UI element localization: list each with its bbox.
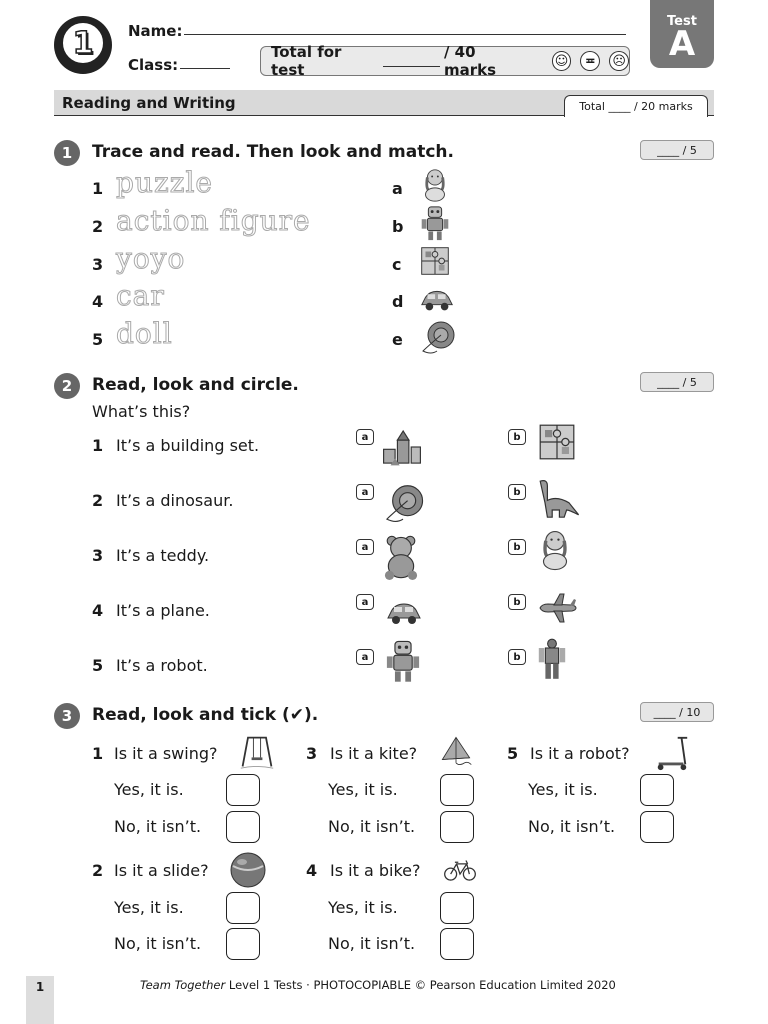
yoyo-icon[interactable] <box>416 317 458 357</box>
no-option: No, it isn’t. <box>114 817 202 836</box>
tick-box[interactable] <box>226 774 260 806</box>
puzzle-icon[interactable] <box>416 242 454 280</box>
total-blank[interactable] <box>383 55 440 67</box>
option-a-label[interactable]: a <box>356 649 374 665</box>
exercise-1-number: 1 <box>54 140 80 166</box>
ex1-letter: e <box>392 330 403 349</box>
ex1-trace-word[interactable]: car <box>116 279 165 312</box>
ex2-item-number: 1 <box>92 436 104 455</box>
yes-option: Yes, it is. <box>328 780 398 799</box>
option-a-label[interactable]: a <box>356 429 374 445</box>
ex1-item-number: 2 <box>92 217 104 236</box>
teddy-icon[interactable] <box>378 534 424 580</box>
tick-box[interactable] <box>440 811 474 843</box>
puzzle-icon[interactable] <box>532 418 582 466</box>
no-option: No, it isn’t. <box>528 817 616 836</box>
total-label: Total for test <box>271 43 342 79</box>
ex1-letter: c <box>392 255 402 274</box>
ex1-trace-word[interactable]: puzzle <box>116 166 213 199</box>
exercise-3-score: ____ / 10 <box>640 702 714 722</box>
ex3-item-number: 1 <box>92 744 104 763</box>
robot-icon[interactable] <box>380 636 426 686</box>
ex2-item-number: 4 <box>92 601 104 620</box>
option-b-label[interactable]: b <box>508 539 526 555</box>
total-for-test <box>260 43 630 79</box>
page-number: 1 <box>26 976 54 1024</box>
doll-icon[interactable] <box>532 526 578 574</box>
ex3-question: Is it a swing? <box>114 744 218 763</box>
no-option: No, it isn’t. <box>328 934 416 953</box>
yes-option: Yes, it is. <box>528 780 598 799</box>
tick-box[interactable] <box>440 774 474 806</box>
ex1-trace-word[interactable]: doll <box>116 317 173 350</box>
ex1-item-number: 3 <box>92 255 104 274</box>
ex2-item-number: 5 <box>92 656 104 675</box>
section-total: Total ____ / 20 marks <box>564 95 708 117</box>
scooter-icon <box>650 734 694 772</box>
tick-box[interactable] <box>440 928 474 960</box>
footer-copyright: Level 1 Tests · PHOTOCOPIABLE © Pearson Education Limited 2020 <box>225 978 616 992</box>
ex1-item-number: 1 <box>92 179 104 198</box>
unit-number: 1 <box>60 20 106 66</box>
action-figure-icon[interactable] <box>530 632 574 686</box>
car-icon[interactable] <box>378 592 430 632</box>
tick-box[interactable] <box>226 811 260 843</box>
exercise-3-title: Read, look and tick (✔). <box>92 705 319 725</box>
name-field[interactable] <box>184 34 626 35</box>
ex3-question: Is it a slide? <box>114 861 209 880</box>
test-letter: A <box>668 24 696 64</box>
tick-box[interactable] <box>226 892 260 924</box>
ex1-item-number: 4 <box>92 292 104 311</box>
option-b-label[interactable]: b <box>508 484 526 500</box>
plane-icon[interactable] <box>530 588 586 628</box>
ex2-item-text: It’s a dinosaur. <box>116 491 234 510</box>
test-tab <box>650 0 714 68</box>
building-set-icon[interactable] <box>378 424 426 470</box>
yes-option: Yes, it is. <box>114 898 184 917</box>
section-bar <box>54 90 714 116</box>
exercise-2-question: What’s this? <box>92 402 191 421</box>
ex3-question: Is it a robot? <box>530 744 630 763</box>
ex1-letter: d <box>392 292 404 311</box>
class-field[interactable] <box>180 68 230 69</box>
option-a-label[interactable]: a <box>356 539 374 555</box>
tick-box[interactable] <box>640 811 674 843</box>
ex1-letter: a <box>392 179 403 198</box>
yes-option: Yes, it is. <box>328 898 398 917</box>
exercise-1-score: ____ / 5 <box>640 140 714 160</box>
tick-box[interactable] <box>440 892 474 924</box>
yes-option: Yes, it is. <box>114 780 184 799</box>
yoyo-icon[interactable] <box>378 480 428 526</box>
sad-face-icon: ☹ <box>609 51 629 71</box>
ex2-item-text: It’s a plane. <box>116 601 210 620</box>
ex2-item-text: It’s a robot. <box>116 656 208 675</box>
ex1-trace-word[interactable]: action figure <box>116 204 311 237</box>
option-a-label[interactable]: a <box>356 484 374 500</box>
ex3-item-number: 4 <box>306 861 318 880</box>
doll-icon[interactable] <box>416 166 454 204</box>
total-marks: / 40 marks <box>443 43 497 79</box>
ex1-letter: b <box>392 217 404 236</box>
no-option: No, it isn’t. <box>114 934 202 953</box>
kite-icon <box>434 734 478 768</box>
tick-box[interactable] <box>226 928 260 960</box>
ex3-item-number: 3 <box>306 744 318 763</box>
option-b-label[interactable]: b <box>508 649 526 665</box>
ex2-item-number: 3 <box>92 546 104 565</box>
exercise-3-number: 3 <box>54 703 80 729</box>
exercise-2-score: ____ / 5 <box>640 372 714 392</box>
exercise-2-number: 2 <box>54 373 80 399</box>
happy-face-icon: ☺ <box>552 51 572 71</box>
ex1-trace-word[interactable]: yoyo <box>116 242 186 275</box>
ex2-item-text: It’s a teddy. <box>116 546 210 565</box>
ex3-question: Is it a bike? <box>330 861 421 880</box>
ex3-item-number: 5 <box>507 744 519 763</box>
ball-icon <box>228 850 268 890</box>
option-a-label[interactable]: a <box>356 594 374 610</box>
option-b-label[interactable]: b <box>508 429 526 445</box>
swing-icon <box>236 734 278 770</box>
dinosaur-icon[interactable] <box>532 474 582 522</box>
ex1-item-number: 5 <box>92 330 104 349</box>
class-label: Class: <box>128 56 179 74</box>
footer-text <box>140 978 616 992</box>
option-b-label[interactable]: b <box>508 594 526 610</box>
book-title: Team Together <box>140 978 226 992</box>
tick-box[interactable] <box>640 774 674 806</box>
ex2-item-number: 2 <box>92 491 104 510</box>
no-option: No, it isn’t. <box>328 817 416 836</box>
exercise-1-title: Trace and read. Then look and match. <box>92 142 454 162</box>
test-label: Test <box>667 14 697 29</box>
name-label: Name: <box>128 22 183 40</box>
section-title: Reading and Writing <box>62 94 236 112</box>
ex3-question: Is it a kite? <box>330 744 418 763</box>
bike-icon <box>438 852 482 886</box>
neutral-face-icon: ≖ <box>580 51 600 71</box>
ex3-item-number: 2 <box>92 861 104 880</box>
car-icon[interactable] <box>416 280 458 318</box>
ex2-item-text: It’s a building set. <box>116 436 260 455</box>
exercise-2-title: Read, look and circle. <box>92 375 299 395</box>
robot-icon[interactable] <box>416 204 454 242</box>
